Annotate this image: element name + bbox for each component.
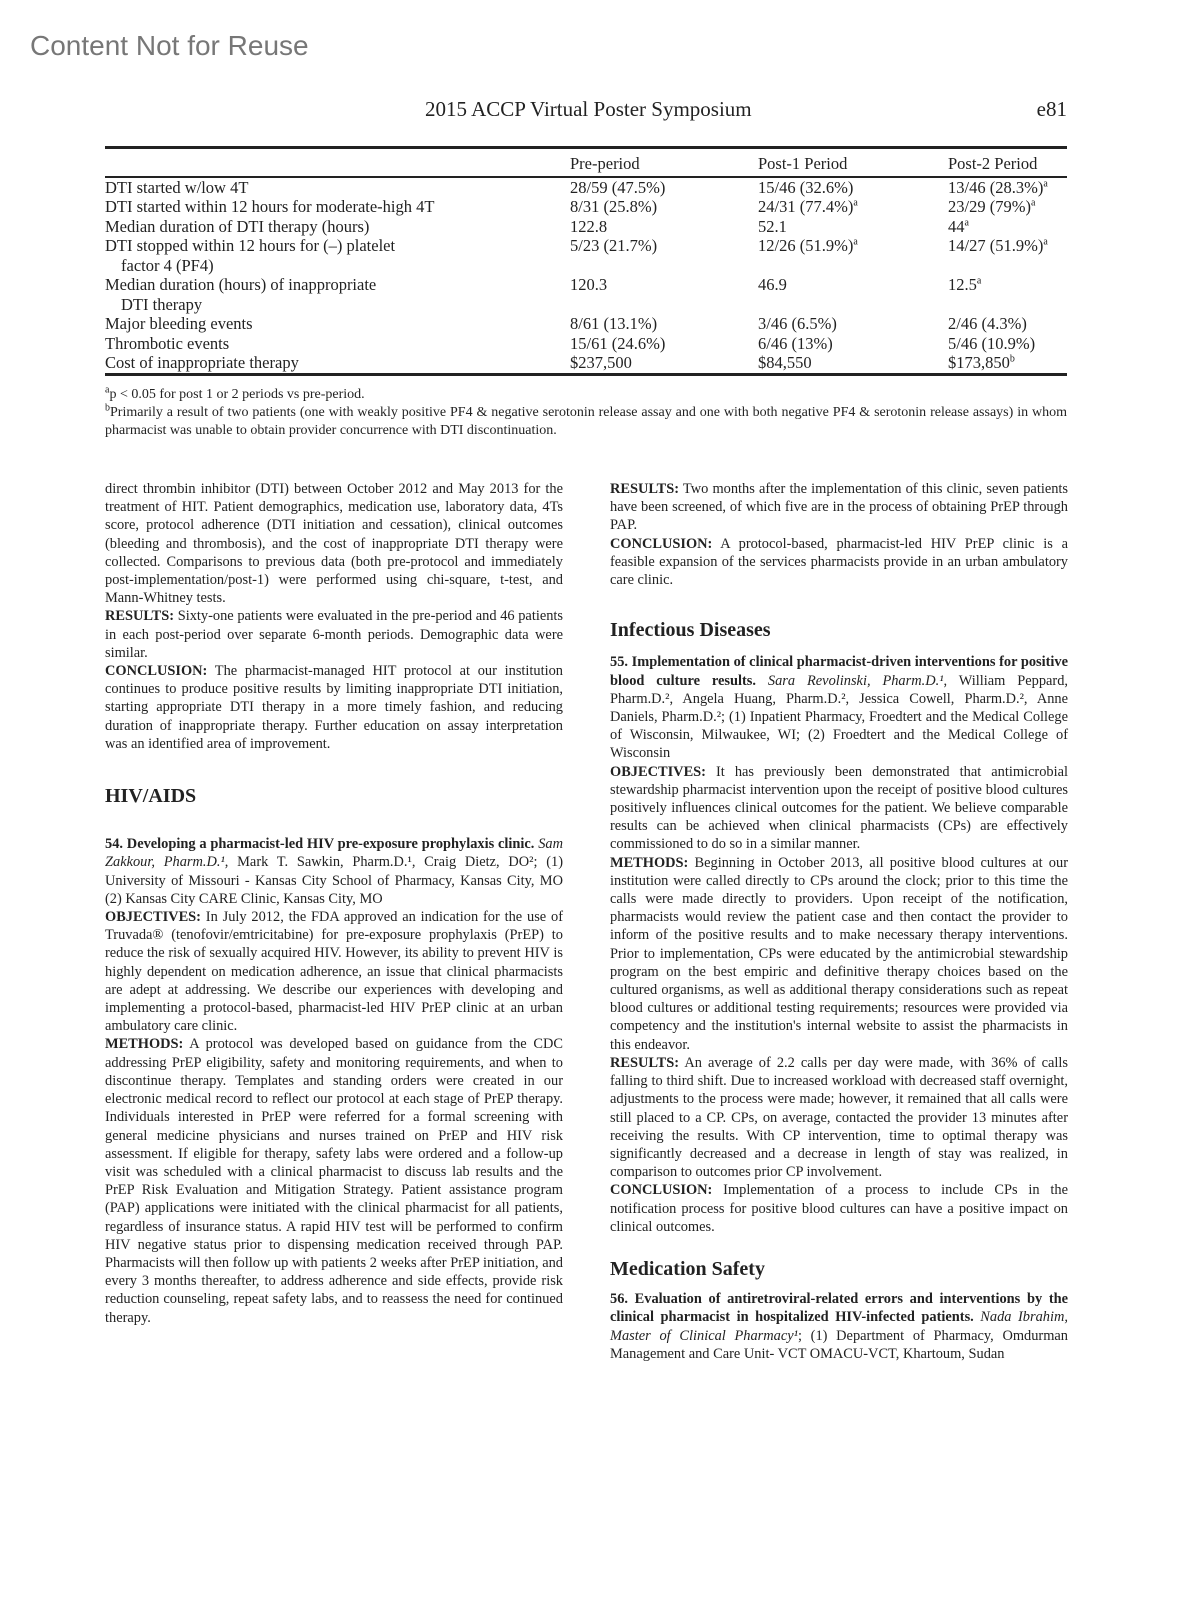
cell-value: $237,500	[570, 353, 632, 372]
label-text-cont: DTI therapy	[121, 294, 203, 314]
cell-value: 120.3	[570, 275, 608, 294]
cell-pre	[570, 197, 758, 217]
footnote-text: p < 0.05 for post 1 or 2 periods vs pre-period.	[109, 387, 365, 402]
cell-value: 52.1	[758, 216, 787, 236]
abstract-title: 56. Evaluation of antiretroviral-related errors and interventions by the clinical pharmacist in hospitalized HIV-infected patients.	[610, 1291, 1068, 1326]
table-footnotes	[105, 386, 1067, 440]
col-header: Post-1 Period	[758, 148, 948, 177]
right-column	[610, 480, 1068, 1363]
label-text: DTI stopped within 12 hours for (–) platelet	[105, 236, 396, 255]
paragraph	[105, 908, 563, 1035]
footnote-mark: a	[105, 384, 110, 396]
cell-post1	[758, 353, 948, 374]
row-label	[105, 236, 570, 275]
cell-post1	[758, 197, 948, 217]
label: METHODS:	[610, 854, 689, 871]
cell-post2	[948, 314, 1067, 334]
cell-value: 122.8	[570, 216, 608, 236]
label-text: Major bleeding events	[105, 314, 253, 333]
cell-post2	[948, 275, 1067, 314]
col-header: Post-2 Period	[948, 148, 1067, 177]
text: It has previously been demonstrated that antimicrobial stewardship pharmacist intervention upon the receipt of positive blood cultures positively influences clinical outcomes for the patient. We believe comparable results can be achieved when clinical pharmacists (CPs) are effectively commissioned to do so in a similar manner.	[610, 763, 1068, 853]
cell-value: 8/61 (13.1%)	[570, 314, 658, 333]
cell-value: 28/59 (47.5%)	[570, 177, 666, 197]
section-heading: Infectious Diseases	[610, 619, 771, 642]
paragraph	[105, 662, 563, 753]
cell-value: 5/23 (21.7%)	[570, 236, 658, 255]
footnote-text: Primarily a result of two patients (one with weakly positive PF4 & negative serotonin release assay and one with both negative PF4 & serotonin release assays) in whom pharmacist was unable to obtain provider concurrence with DTI discontinuation.	[105, 405, 1067, 438]
cell-value: 14/27 (51.9%)	[948, 236, 1044, 255]
table-row	[105, 314, 1067, 334]
text: Sixty-one patients were evaluated in the pre-period and 46 patients in each post-period over separate 6-month periods. Demographic data were similar.	[105, 608, 563, 661]
label: RESULTS:	[610, 481, 680, 497]
abstract-title: 54. Developing a pharmacist-led HIV pre-exposure prophylaxis clinic.	[105, 836, 535, 853]
section-heading: HIV/AIDS	[105, 785, 197, 808]
cell-pre	[570, 314, 758, 334]
cell-value: $173,850	[948, 353, 1010, 372]
cell-post1	[758, 217, 948, 237]
row-label	[105, 353, 570, 374]
cell-value: 15/61 (24.6%)	[570, 333, 666, 353]
text: An average of 2.2 calls per day were made, with 36% of calls falling to third shift. Due to increased workload with decreased staff overnight, adjustments to the process were made; however, it remained that all calls were still placed to a CP. CPs, on average, contacted the provider 13 minutes after receiving the results. With CP intervention, time to optimal therapy was significantly decreased and a decrease in length of stay was realized, in comparison to outcomes prior CP involvement.	[610, 1054, 1068, 1181]
text: Beginning in October 2013, all positive blood cultures at our institution were called directly to CPs around the clock; prior to this time the calls were made directly to providers. Upon receipt of the notification, pharmacists would review the patient case and then contact the provider to inform of the positive results and to make necessary therapy interventions. Prior to implementation, CPs were educated by the antimicrobial stewardship program on the best empiric and definitive therapy choices based on the cultured organisms, as well as additional therapy considerations such as repeat blood cultures or additional testing requirements; resources were provided via competency and the institution's internal website to assist the pharmacists in this endeavor.	[610, 854, 1068, 1053]
cell-pre	[570, 334, 758, 354]
cell-value: $84,550	[758, 353, 812, 372]
cell-post2	[948, 217, 1067, 237]
cell-footnote-mark: a	[964, 217, 969, 228]
label: OBJECTIVES:	[610, 763, 706, 780]
cell-value: 2/46 (4.3%)	[948, 314, 1027, 333]
results-table	[105, 146, 1067, 376]
row-label	[105, 197, 570, 217]
footnote	[105, 404, 1067, 440]
paragraph	[610, 1054, 1068, 1181]
paragraph	[610, 1181, 1068, 1236]
cell-post1	[758, 314, 948, 334]
page-number: e81	[1036, 97, 1067, 121]
cell-value: 12/26 (51.9%)	[758, 236, 854, 255]
cell-value: 46.9	[758, 275, 787, 294]
row-label	[105, 217, 570, 237]
abstract-header	[105, 835, 563, 908]
cell-value: 8/31 (25.8%)	[570, 197, 658, 216]
cell-footnote-mark: a	[1043, 178, 1048, 189]
cell-post1	[758, 334, 948, 354]
table-row	[105, 275, 1067, 314]
abstract-header	[610, 1290, 1068, 1363]
watermark: Content Not for Reuse	[30, 30, 309, 61]
col-header: Pre-period	[570, 148, 758, 177]
section-heading: Medication Safety	[610, 1257, 765, 1280]
cell-pre	[570, 217, 758, 237]
text: Two months after the implementation of this clinic, seven patients have been screened, of which five are in the process of obtaining PrEP through PAP.	[610, 481, 1068, 534]
lead-author: Sara Revolinski, Pharm.D.¹	[756, 672, 944, 689]
row-label	[105, 314, 570, 334]
cell-post1	[758, 236, 948, 275]
label: CONCLUSION:	[610, 1182, 713, 1199]
table-row	[105, 334, 1067, 354]
lead-author: Nada Ibrahim, Master of Clinical Pharmacy¹	[610, 1309, 1068, 1344]
cell-post2	[948, 177, 1067, 198]
label-text: Median duration (hours) of inappropriate	[105, 275, 377, 294]
table-header-row	[105, 148, 1067, 177]
cell-value: 13/46 (28.3%)	[948, 177, 1044, 197]
authors: , William Peppard, Pharm.D.², Angela Huang, Pharm.D.², Jessica Cowell, Pharm.D.², Anne Daniels, Pharm.D.²; (1) Inpatient Pharmacy, Froedtert and the Medical College of Wisconsin, Milwaukee, WI; (2) Froedtert and the Medical College of Wisconsin	[610, 672, 1069, 762]
table-row	[105, 236, 1067, 275]
text: In July 2012, the FDA approved an indication for the use of Truvada® (tenofovir/emtricitabine) for pre-exposure prophylaxis (PrEP) to reduce the risk of sexually acquired HIV. However, its ability to prevent HIV is highly dependent on medication adherence, an issue that clinical pharmacists are adept at addressing. We describe our experiences with developing and implementing a protocol-based, pharmacist-led HIV PrEP clinic at an urban ambulatory care clinic.	[105, 909, 563, 1035]
paragraph	[610, 535, 1068, 590]
cell-post2	[948, 334, 1067, 354]
abstract-title: 55. Implementation of clinical pharmacist-driven interventions for positive blood culture results.	[610, 654, 1068, 689]
cell-pre	[570, 177, 758, 198]
cell-footnote-mark: a	[853, 236, 858, 248]
label-text: DTI started within 12 hours for moderate-high 4T	[105, 197, 435, 216]
row-label	[105, 275, 570, 314]
cell-value: 12.5	[948, 275, 977, 294]
cell-post2	[948, 236, 1067, 275]
cell-value: 5/46 (10.9%)	[948, 333, 1036, 353]
row-label	[105, 334, 570, 354]
abstract-header	[610, 653, 1068, 762]
table-row	[105, 197, 1067, 217]
text: The pharmacist-managed HIT protocol at our institution continues to produce positive results by limiting inappropriate DTI initiation, starting appropriate DTI therapy in a more timely fashion, and reducing duration of inappropriate therapy. Further education on assay interpretation was an identified area of improvement.	[105, 663, 563, 752]
label: CONCLUSION:	[105, 663, 208, 680]
label: RESULTS:	[610, 1054, 680, 1071]
label-text-cont: factor 4 (PF4)	[121, 255, 214, 275]
cell-footnote-mark: b	[1009, 353, 1015, 365]
cell-pre	[570, 275, 758, 314]
label-text: Cost of inappropriate therapy	[105, 353, 299, 372]
left-column	[105, 480, 563, 1327]
authors: , Mark T. Sawkin, Pharm.D.¹, Craig Dietz, DO²; (1) University of Missouri - Kansas City School of Pharmacy, Kansas City, MO (2) Kansas City CARE Clinic, Kansas City, MO	[105, 854, 564, 907]
row-label	[105, 177, 570, 198]
table-row	[105, 353, 1067, 374]
paragraph	[610, 480, 1068, 535]
cell-pre	[570, 236, 758, 275]
label-text: DTI started w/low 4T	[105, 177, 249, 197]
paragraph	[105, 607, 563, 662]
lead-author: Sam Zakkour, Pharm.D.¹	[105, 836, 564, 871]
label: OBJECTIVES:	[105, 909, 201, 926]
label: METHODS:	[105, 1036, 184, 1053]
table-row	[105, 177, 1067, 198]
journal-title: 2015 ACCP Virtual Poster Symposium	[425, 97, 752, 121]
cell-value: 15/46 (32.6%)	[758, 177, 854, 197]
cell-footnote-mark: a	[1030, 197, 1036, 209]
cell-pre	[570, 353, 758, 374]
cell-post2	[948, 197, 1067, 217]
cell-value: 6/46 (13%)	[758, 333, 833, 353]
paragraph	[610, 763, 1068, 854]
cell-value: 23/29 (79%)	[948, 197, 1031, 216]
label-text: Median duration of DTI therapy (hours)	[105, 216, 370, 236]
text: Implementation of a process to include CPs in the notification process for positive blood cultures can have a positive impact on clinical outcomes.	[610, 1182, 1068, 1235]
cell-value: 24/31 (77.4%)	[758, 197, 854, 216]
label: CONCLUSION:	[610, 535, 713, 552]
paragraph	[610, 854, 1068, 1054]
table-row	[105, 217, 1067, 237]
authors: ; (1) Department of Pharmacy, Omdurman Management and Care Unit- VCT OMACU-VCT, Khartoum, Sudan	[610, 1327, 1068, 1362]
cell-footnote-mark: a	[853, 197, 858, 209]
cell-post2	[948, 353, 1067, 374]
cell-value: 3/46 (6.5%)	[758, 314, 837, 333]
cell-post1	[758, 177, 948, 198]
label-text: Thrombotic events	[105, 333, 230, 353]
col-header	[105, 148, 570, 177]
cell-footnote-mark: a	[976, 275, 982, 287]
text: A protocol was developed based on guidance from the CDC addressing PrEP eligibility, safety and monitoring requirements, and when to discontinue therapy. Templates and standing orders were created in our electronic medical record to reflect our protocol at each stage of PrEP therapy. Individuals interested in PrEP were referred for a formal screening with general medicine physicians and nurses trained on PrEP and HIV risk assessment. If eligible for therapy, safety labs were ordered and a follow-up visit was scheduled with a clinical pharmacist to discuss lab results and the PrEP Risk Evaluation and Mitigation Strategy. Patient assistance program (PAP) applications were initiated with the clinical pharmacist for all patients, regardless of insurance status. A rapid HIV test will be performed to confirm HIV negative status prior to dispensing medication received through PAP. Pharmacists will then follow up with patients 2 weeks after PrEP initiation, and every 3 months thereafter, to address adherence and side effects, provide risk reduction counseling, repeat safety labs, and to reassess the need for continued therapy.	[105, 1036, 563, 1326]
footnote	[105, 386, 1067, 404]
paragraph: direct thrombin inhibitor (DTI) between October 2012 and May 2013 for the treatment of HIT. Patient demographics, medication use, laboratory data, 4Ts score, protocol adherence (DTI initiation and cessation), clinical outcomes (bleeding and thrombosis), and the cost of inappropriate DTI therapy were collected. Comparisons to previous data (both pre-protocol and immediately post-implementation/post-1) were performed using chi-square, t-test, and Mann-Whitney tests.	[105, 481, 563, 607]
paragraph	[105, 1035, 563, 1326]
label: RESULTS:	[105, 608, 175, 625]
cell-value: 44	[948, 216, 965, 236]
footnote-mark: b	[105, 402, 110, 414]
cell-post1	[758, 275, 948, 314]
cell-footnote-mark: a	[1043, 236, 1048, 248]
text: A protocol-based, pharmacist-led HIV PrEP clinic is a feasible expansion of the services pharmacists provide in an urban ambulatory care clinic.	[610, 535, 1068, 589]
